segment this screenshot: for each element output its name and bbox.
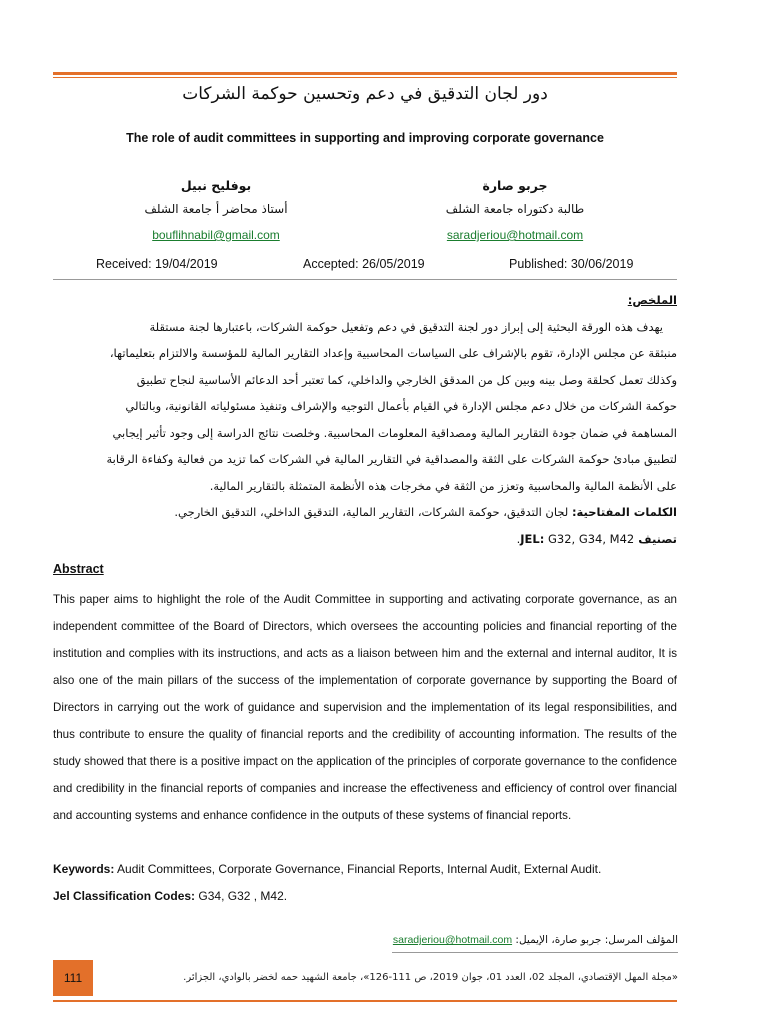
received-date: Received: 19/04/2019	[96, 257, 218, 271]
keywords-english	[53, 862, 601, 876]
corresponding-author	[393, 934, 678, 946]
corresponding-email[interactable]: saradjeriou@hotmail.com	[392, 934, 513, 946]
header-rule-thin	[53, 77, 677, 78]
jel-english	[53, 889, 287, 903]
author-1	[395, 178, 635, 242]
jel-arabic-label: تصنيف JEL:	[520, 531, 677, 546]
corresponding-label: المؤلف المرسل: جربو صارة، الإيميل:	[512, 934, 678, 946]
abstract-arabic-line: وكذلك تعمل كحلقة وصل بينه وبين كل من المدقق الخارجي والداخلي، كما تعتبر أحد الدعائم الأساسية لنجاح تطبيق	[136, 372, 677, 387]
author-2	[96, 178, 336, 242]
keywords-arabic	[53, 499, 677, 526]
title-english: The role of audit committees in supporting and improving corporate governance	[126, 131, 604, 145]
abstract-arabic-line: منبثقة عن مجلس الإدارة، تقوم بالإشراف على السياسات المحاسبية وإعداد التقارير المالية للمؤسسة والالتزام بتعليماتها،	[109, 346, 677, 360]
keywords-arabic-label: الكلمات المفتاحية:	[571, 505, 677, 519]
abstract-arabic-heading: الملخص:	[627, 293, 677, 307]
abstract-arabic-line: يهدف هذه الورقة البحثية إلى إبراز دور لجنة التدقيق في دعم وتفعيل حوكمة الشركات، باعتبارها لجنة مستقلة	[149, 319, 663, 334]
accepted-date: Accepted: 26/05/2019	[303, 257, 425, 271]
footnote-divider	[392, 952, 678, 953]
abstract-arabic-line: المساهمة في ضمان جودة التقارير المالية ومصداقية المعلومات المحاسبية. وخلصت نتائج الدراسة إلى وجود تأثير إيجابي	[112, 425, 677, 440]
dates-divider	[53, 279, 677, 280]
abstract-arabic	[53, 287, 677, 552]
abstract-english-text: This paper aims to highlight the role of the Audit Committee in supporting and activating corporate governance, as an independent committee of the Board of Directors, which oversees the accounting policies and financial reporting of the institution and complies with its instructions, and acts as a liaison between him and the external and internal auditor, It is also one of the main pillars of the success of the implementation of corporate governance by supporting the Board of Directors in carrying out the work of guidance and supervision and the implementation of its legal responsibilities, and thus contribute to ensure the quality of financial reports and the credibility of accounting information. The results of the study showed that there is a positive impact on the application of the principles of corporate governance to the confidence and credibility in the financial reports of companies and increase the effectiveness and efficiency of control over financial and accounting systems and enhance confidence in the outputs of these systems of financial reports.	[53, 593, 677, 822]
jel-english-values: G34, G32 , M42.	[195, 889, 288, 903]
author-2-name: بوفليح نبيل	[180, 178, 252, 193]
keywords-arabic-values: لجان التدقيق، حوكمة الشركات، التقارير المالية، التدقيق الداخلي، التدقيق الخارجي.	[174, 505, 572, 519]
author-1-email[interactable]: saradjeriou@hotmail.com	[446, 228, 584, 242]
journal-citation: «مجلة المهل الإقتصادي، المجلد 02، العدد 01، جوان 2019، ص 111-126»، جامعة الشهيد حمه لخضر بالوادي، الجزائر.	[183, 972, 678, 983]
jel-arabic	[53, 526, 677, 553]
title-arabic: دور لجان التدقيق في دعم وتحسين حوكمة الشركات	[182, 84, 548, 104]
abstract-arabic-line: لتطبيق مبادئ حوكمة الشركات على الثقة والمصداقية في التقارير المالية في الشركات كما تزيد من فعالية وكفاءة الرقابة	[106, 452, 677, 466]
author-2-affiliation: أستاذ محاضر أ جامعة الشلف	[144, 202, 288, 216]
keywords-english-label: Keywords:	[53, 862, 115, 876]
jel-english-label: Jel Classification Codes:	[53, 889, 196, 903]
header-rule	[53, 72, 677, 75]
keywords-english-values: Audit Committees, Corporate Governance, Financial Reports, Internal Audit, External Audit.	[114, 862, 602, 876]
author-1-affiliation: طالبة دكتوراه جامعة الشلف	[445, 202, 585, 216]
author-2-email[interactable]: bouflihnabil@gmail.com	[152, 228, 280, 242]
footer-rule	[53, 1000, 677, 1002]
abstract-english-heading: Abstract	[53, 562, 104, 576]
page-number: 111	[53, 960, 93, 996]
jel-arabic-values: G32, G34, M42.	[516, 531, 635, 546]
author-1-name: جربو صارة	[482, 178, 548, 193]
abstract-arabic-line: حوكمة الشركات من خلال دعم مجلس الإدارة في القيام بأعمال التوجيه والإشراف وتنفيذ مسئولياته القانونية، وبالتالي	[125, 399, 677, 413]
abstract-arabic-line: على الأنظمة المالية والمحاسبية وتعزز من الثقة في مخرجات هذه الأنظمة المتمثلة بالتقارير المالية.	[209, 478, 677, 493]
published-date: Published: 30/06/2019	[509, 257, 634, 271]
